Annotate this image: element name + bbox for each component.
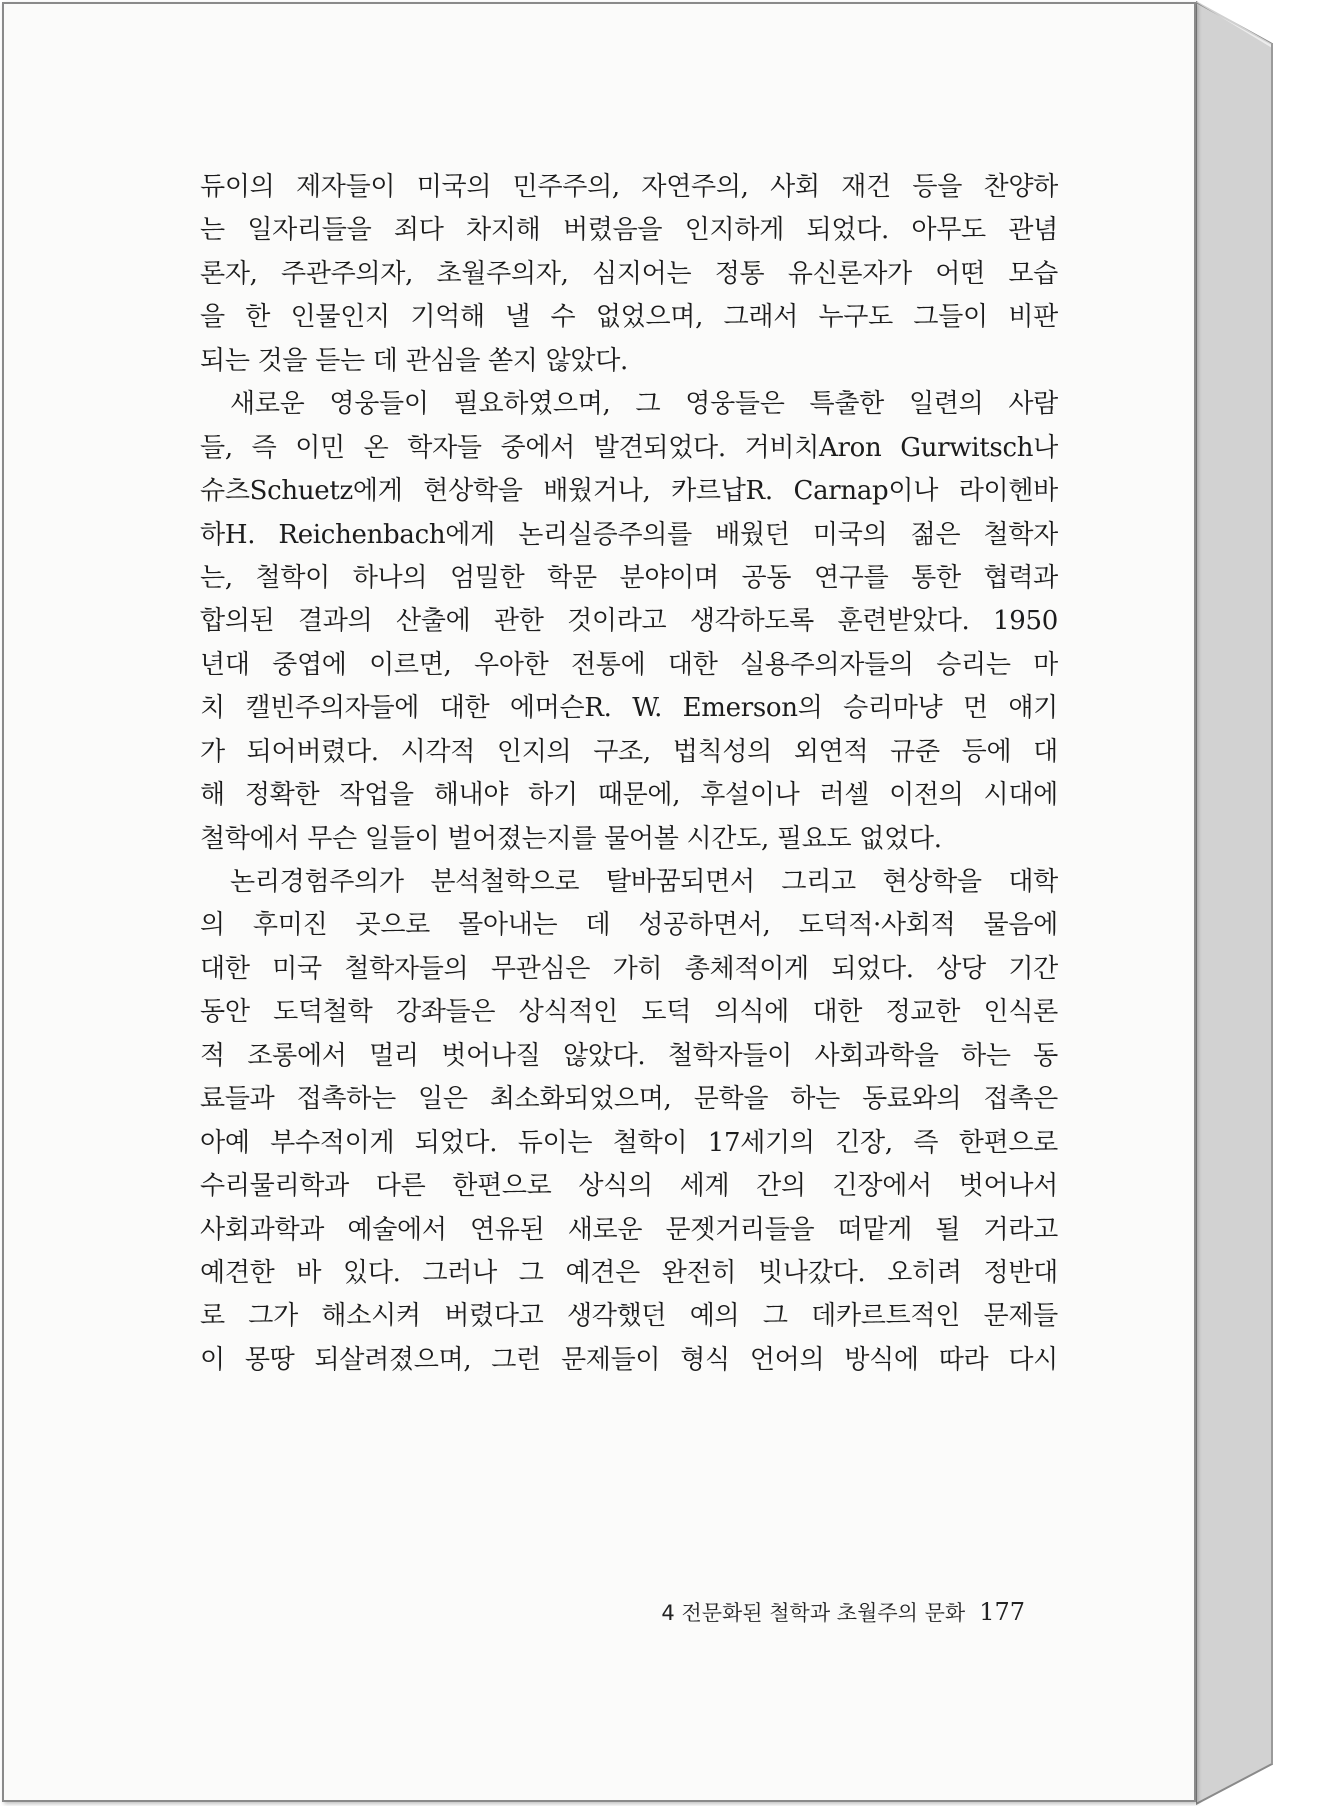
text-line: 가 되어버렸다. 시각적 인지의 구조, 법칙성의 외연적 규준 등에 대: [200, 736, 1058, 767]
text-line: 새로운 영웅들이 필요하였으며, 그 영웅들은 특출한 일련의 사람: [230, 389, 1058, 420]
page-body-text: [200, 166, 1058, 1382]
text-line: 이 몽땅 되살려졌으며, 그런 문제들이 형식 언어의 방식에 따라 다시: [200, 1344, 1058, 1375]
book-spine-edge: [1196, 0, 1319, 1806]
text-line: 적 조롱에서 멀리 벗어나질 않았다. 철학자들이 사회과학을 하는 동: [200, 1040, 1058, 1071]
text-line: 년대 중엽에 이르면, 우아한 전통에 대한 실용주의자들의 승리는 마: [200, 649, 1058, 680]
text-line: 는 일자리들을 죄다 차지해 버렸음을 인지하게 되었다. 아무도 관념: [200, 215, 1058, 246]
text-line: 의 후미진 곳으로 몰아내는 데 성공하면서, 도덕적·사회적 물음에: [200, 910, 1058, 941]
text-line: 들, 즉 이민 온 학자들 중에서 발견되었다. 거비치Aron Gurwitsch나: [200, 432, 1058, 463]
text-line: 합의된 결과의 산출에 관한 것이라고 생각하도록 훈련받았다. 1950: [200, 606, 1058, 637]
text-line: 동안 도덕철학 강좌들은 상식적인 도덕 의식에 대한 정교한 인식론: [200, 997, 1058, 1028]
text-line: 논리경험주의가 분석철학으로 탈바꿈되면서 그리고 현상학을 대학: [230, 867, 1058, 897]
page-number: 177: [979, 1598, 1025, 1626]
text-line: 로 그가 해소시켜 버렸다고 생각했던 예의 그 데카르트적인 문제들: [200, 1301, 1058, 1332]
page-footer: [640, 1597, 1025, 1627]
text-line: 는, 철학이 하나의 엄밀한 학문 분야이며 공동 연구를 통한 협력과: [200, 562, 1058, 593]
text-line: 대한 미국 철학자들의 무관심은 가히 총체적이게 되었다. 상당 기간: [200, 953, 1058, 984]
text-line: 치 캘빈주의자들에 대한 에머슨R. W. Emerson의 승리마냥 먼 얘기: [200, 693, 1058, 724]
text-line: 아예 부수적이게 되었다. 듀이는 철학이 17세기의 긴장, 즉 한편으로: [200, 1127, 1058, 1158]
text-line: 사회과학과 예술에서 연유된 새로운 문젯거리들을 떠맡게 될 거라고: [200, 1214, 1058, 1245]
text-line: 하H. Reichenbach에게 논리실증주의를 배웠던 미국의 젊은 철학자: [200, 519, 1058, 550]
text-line: 예견한 바 있다. 그러나 그 예견은 완전히 빗나갔다. 오히려 정반대: [200, 1257, 1058, 1288]
text-line: 론자, 주관주의자, 초월주의자, 심지어는 정통 유신론자가 어떤 모습: [200, 258, 1058, 289]
text-line: 료들과 접촉하는 일은 최소화되었으며, 문학을 하는 동료와의 접촉은: [200, 1084, 1058, 1115]
text-line: 을 한 인물인지 기억해 낼 수 없었으며, 그래서 누구도 그들이 비판: [200, 302, 1058, 333]
running-title: 4 전문화된 철학과 초월주의 문화: [661, 1601, 966, 1625]
text-line: 수리물리학과 다른 한편으로 상식의 세계 간의 긴장에서 벗어나서: [200, 1171, 1058, 1202]
text-line: 되는 것을 듣는 데 관심을 쏟지 않았다.: [200, 345, 628, 376]
text-line: 해 정확한 작업을 해내야 하기 때문에, 후설이나 러셀 이전의 시대에: [200, 780, 1058, 811]
text-line: 듀이의 제자들이 미국의 민주주의, 자연주의, 사회 재건 등을 찬양하: [200, 172, 1058, 202]
text-line: 슈츠Schuetz에게 현상학을 배웠거나, 카르납R. Carnap이나 라이헨바: [200, 476, 1058, 507]
text-line: 철학에서 무슨 일들이 벌어졌는지를 물어볼 시간도, 필요도 없었다.: [200, 823, 942, 854]
